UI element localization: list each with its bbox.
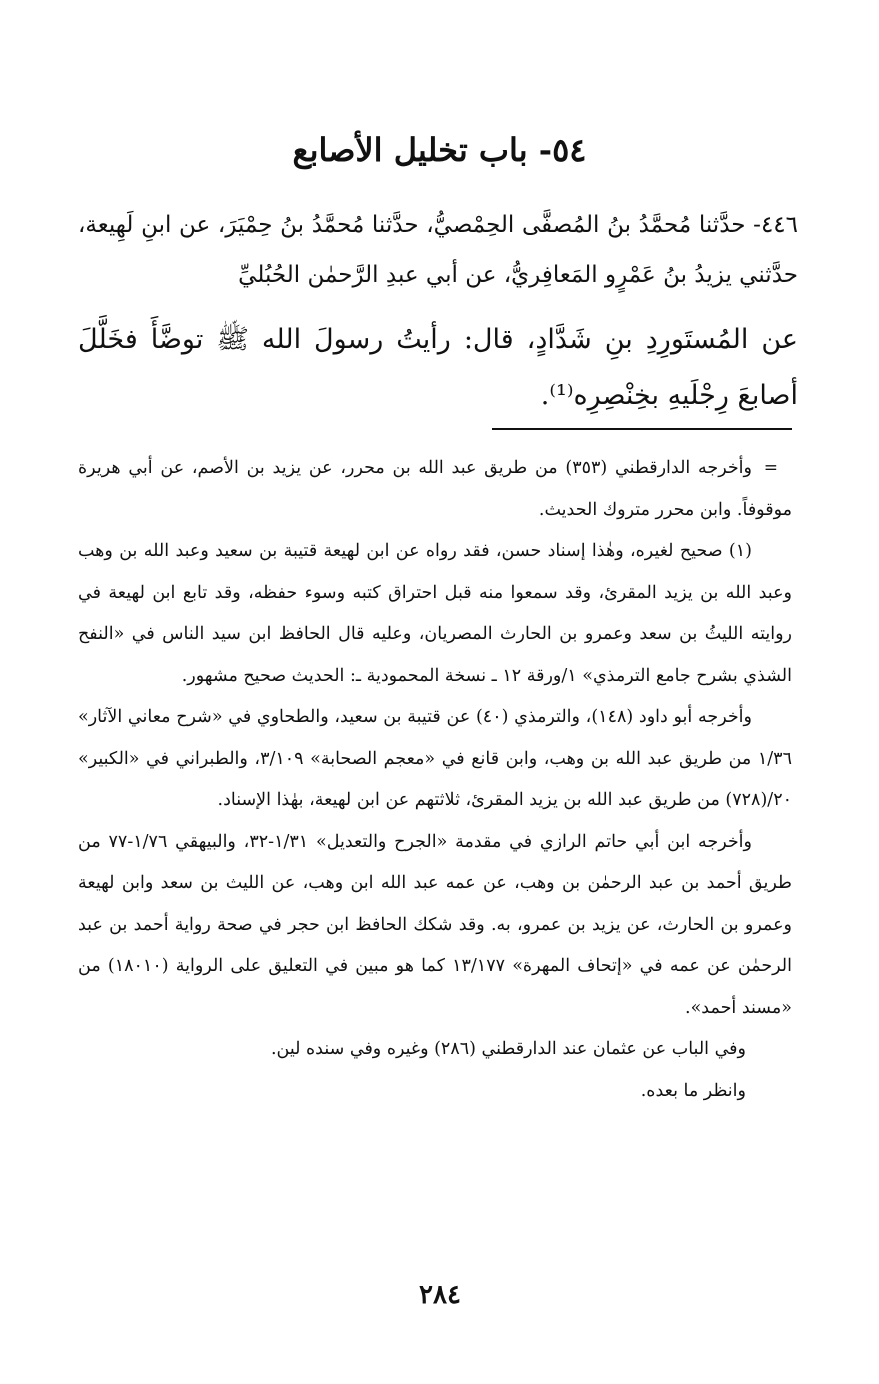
page-number: ٢٨٤ (419, 1280, 461, 1310)
chapter-title: ٥٤- باب تخليل الأصابع (292, 131, 587, 169)
footnote-separator (492, 428, 792, 430)
hadith-isnad: ٤٤٦- حدَّثنا مُحمَّدُ بنُ المُصفَّى الحِمْصيُّ، حدَّثنا مُحمَّدُ بنُ حِمْيَرَ، عن ابنِ لَهِيعة، حدَّثني يزيدُ بنُ عَمْرٍو المَعافِريُّ، عن أبي عبدِ الرَّحمٰن الحُبُليِّ (78, 212, 798, 288)
footnotes-section (78, 448, 792, 1112)
footnote-continuation (78, 448, 792, 531)
footnote-1-paragraph: وانظر ما بعده. (640, 1080, 746, 1101)
continuation-marker: = (763, 458, 778, 478)
footnote-continuation-text: وأخرجه الدارقطني (٣٥٣) من طريق عبد الله بن محرر، عن يزيد بن الأصم، عن أبي هريرة موقوفاً. وابن محرر متروك الحديث. (78, 458, 792, 520)
hadith-matn: عن المُستَورِدِ بنِ شَدَّادٍ، قال: رأيتُ رسولَ الله ﷺ توضَّأَ فخَلَّلَ أصابعَ رِجْلَيهِ بخِنْصِرِه⁽¹⁾. (78, 324, 798, 411)
footnote-1-paragraph: (١) صحيح لغيره، وهٰذا إسناد حسن، فقد رواه عن ابن لهيعة قتيبة بن سعيد وعبد الله بن وهب وعبد الله بن يزيد المقرئ، وقد سمعوا منه قبل احتراق كتبه وسوء حفظه، وقد تابع ابن لهيعة في روايته الليثُ بن سعد وعمرو بن الحارث المصريان، وعليه قال الحافظ ابن سيد الناس في «النفح الشذي بشرح جامع الترمذي» ١/ورقة ١٢ ـ نسخة المحمودية ـ: الحديث صحيح مشهور. (78, 541, 792, 686)
footnote-1-paragraph: وفي الباب عن عثمان عند الدارقطني (٢٨٦) وغيره وفي سنده لين. (270, 1039, 746, 1059)
footnote-1-paragraph: وأخرجه ابن أبي حاتم الرازي في مقدمة «الجرح والتعديل» ١/٣١-٣٢، والبيهقي ١/٧٦-٧٧ من طريق أحمد بن عبد الرحمٰن بن وهب، عن عمه عبد الله ابن وهب، عن الليث بن سعد وابن لهيعة وعمرو بن الحارث، عن يزيد بن عمرو، به. وقد شكك الحافظ ابن حجر في صحة رواية أحمد بن عبد الرحمٰن عن عمه في «إتحاف المهرة» ١٣/١٧٧ كما هو مبين في التعليق على الرواية (١٨٠١٠) من «مسند أحمد». (78, 831, 792, 1018)
footnote-1-paragraph: وأخرجه أبو داود (١٤٨)، والترمذي (٤٠) عن قتيبة بن سعيد، والطحاوي في «شرح معاني الآثار» ١/٣٦ من طريق عبد الله بن وهب، وابن قانع في «معجم الصحابة» ٣/١٠٩، والطبراني في «الكبير» ٢٠/(٧٢٨) من طريق عبد الله بن يزيد المقرئ، ثلاثتهم عن ابن لهيعة، بهٰذا الإسناد. (78, 707, 792, 810)
